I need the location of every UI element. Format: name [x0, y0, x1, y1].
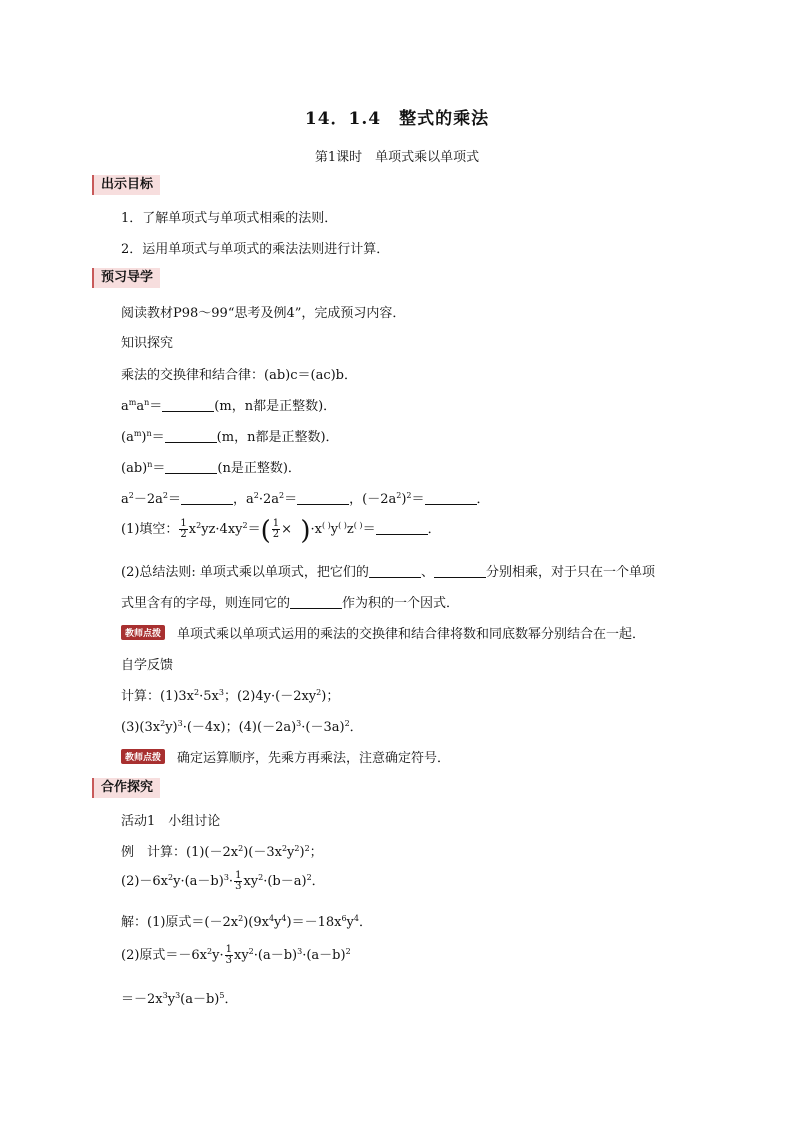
answer-blank[interactable] [425, 492, 477, 505]
teacher-tip-1: 教师点拨 单项式乘以单项式运用的乘法的交换律和结合律将数和同底数幂分别结合在一起． [121, 623, 645, 642]
solution-line-1: 解：(1)原式$=(-2x^2)(9x^4y^4)=-18x^6y^4$． [121, 914, 373, 930]
answer-blank[interactable] [181, 492, 233, 505]
section-preview: 预习导学 [92, 268, 160, 288]
activity-heading: 活动1 小组讨论 [121, 814, 221, 829]
objective-2: 2．运用单项式与单项式的乘法法则进行计算． [121, 242, 390, 257]
answer-blank[interactable] [369, 565, 421, 578]
example-line-2: $(2)-6x^2y\cdot(a-b)^3\cdot$ $\frac{1}{3}$ $xy^2\cdot(b-a)^2$． [121, 870, 325, 892]
section-cooperation: 合作探究 [92, 778, 160, 798]
page-title: 14．1.4 整式的乘法 [304, 109, 490, 129]
feedback-exercise-2: $(3)(3x^2y)^3\cdot(-4x)$；$(4)(-2a)^3\cdot(-3a)^2$． [121, 719, 363, 735]
teacher-tip-badge: 教师点拨 [121, 625, 165, 640]
knowledge-heading: 知识探究 [121, 336, 174, 351]
summary-line-2: 式里含有的字母，则连同它的 作为积的一个因式． [121, 596, 460, 611]
rule-product-power: (ab)$^n$＝ (n是正整数)． [121, 460, 301, 476]
rule-power-product: $a^ma^n= (m$，n都是正整数)． [121, 398, 337, 414]
answer-blank[interactable] [376, 522, 428, 535]
answer-blank[interactable] [290, 596, 342, 609]
answer-blank[interactable] [165, 430, 217, 443]
section-objectives: 出示目标 [92, 175, 160, 195]
teacher-tip-badge: 教师点拨 [121, 749, 165, 764]
self-feedback-heading: 自学反馈 [121, 658, 174, 673]
solution-line-2: (2)原式$=-6x^2y\cdot$ $\frac{1}{3}$ $xy^2\cdot(a-b)^3\cdot(a-b)^2$ [121, 944, 351, 966]
objective-1: 1．了解单项式与单项式相乘的法则． [121, 211, 338, 226]
summary-line-1: (2)总结法则: 单项式乘以单项式，把它们的 、 分别相乘，对于只在一个单项 [121, 565, 655, 580]
example-line-1: 例 计算：$(1)(-2x^2)(-3x^2y^2)^2$； [121, 844, 323, 860]
rule-power-of-power: $(a^m)^n= (m$，n都是正整数)． [121, 429, 339, 445]
answer-blank[interactable] [165, 461, 217, 474]
answer-blank[interactable] [434, 565, 486, 578]
fill-in-question: (1)填空： $\frac{1}{2}$ $x^2yz\cdot 4xy^2=$( $\frac{1}{2}$ × )·x( )y( )z( )＝ ． [121, 516, 441, 546]
feedback-exercise-1: 计算：$(1)3x^2\cdot 5x^3$；$(2)4y\cdot(-2xy^2)$； [121, 688, 340, 704]
exercise-row: $a^2-2a^2=$ ，$a^2\cdot 2a^2=$ ，$(-2a^2)^2=$ ． [121, 491, 490, 507]
answer-blank[interactable] [297, 492, 349, 505]
teacher-tip-2: 教师点拨 确定运算顺序，先乘方再乘法，注意确定符号． [121, 747, 450, 766]
solution-line-3: $=-2x^3y^3(a-b)^5$． [121, 991, 238, 1007]
page-subtitle: 第1课时 单项式乘以单项式 [314, 150, 480, 165]
multiplication-law: 乘法的交换律和结合律：(ab)c＝(ac)b． [121, 368, 357, 383]
reading-instruction: 阅读教材P98～99“思考及例4”，完成预习内容． [121, 306, 406, 321]
answer-blank[interactable] [162, 399, 214, 412]
